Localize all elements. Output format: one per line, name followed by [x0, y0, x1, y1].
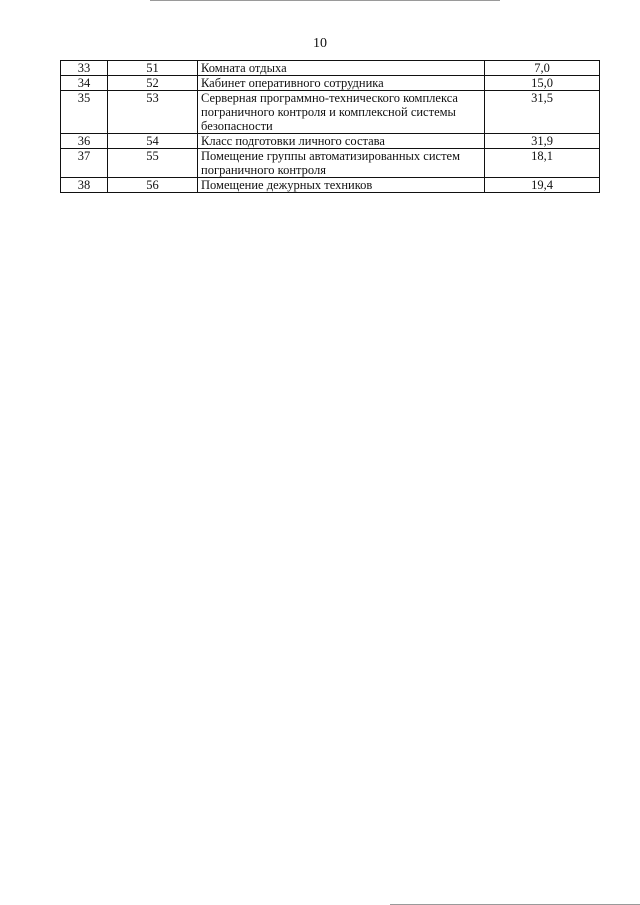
row-number-cell: 34: [61, 76, 108, 91]
room-area-cell: 31,5: [485, 91, 600, 134]
room-name-cell: Серверная программно-технического комплекса пограничного контроля и комплексной системы безопасности: [198, 91, 485, 134]
room-name-cell: Класс подготовки личного состава: [198, 134, 485, 149]
row-number-cell: 33: [61, 61, 108, 76]
room-area-cell: 15,0: [485, 76, 600, 91]
scan-edge-top: [150, 0, 500, 1]
room-area-cell: 18,1: [485, 149, 600, 178]
room-number-cell: 55: [108, 149, 198, 178]
rooms-table: [60, 60, 600, 193]
row-number-cell: 36: [61, 134, 108, 149]
room-name-cell: Комната отдыха: [198, 61, 485, 76]
table-row: [61, 149, 600, 178]
room-name-cell: Кабинет оперативного сотрудника: [198, 76, 485, 91]
room-number-cell: 51: [108, 61, 198, 76]
table-row: [61, 76, 600, 91]
page-number: 10: [313, 36, 327, 51]
room-number-cell: 53: [108, 91, 198, 134]
room-number-cell: 54: [108, 134, 198, 149]
room-name-cell: Помещение группы автоматизированных систем пограничного контроля: [198, 149, 485, 178]
room-name-cell: Помещение дежурных техников: [198, 178, 485, 193]
table-row: [61, 61, 600, 76]
room-number-cell: 52: [108, 76, 198, 91]
room-area-cell: 19,4: [485, 178, 600, 193]
row-number-cell: 38: [61, 178, 108, 193]
row-number-cell: 37: [61, 149, 108, 178]
table-row: [61, 178, 600, 193]
room-area-cell: 31,9: [485, 134, 600, 149]
table-row: [61, 91, 600, 134]
room-number-cell: 56: [108, 178, 198, 193]
room-area-cell: 7,0: [485, 61, 600, 76]
row-number-cell: 35: [61, 91, 108, 134]
table-row: [61, 134, 600, 149]
